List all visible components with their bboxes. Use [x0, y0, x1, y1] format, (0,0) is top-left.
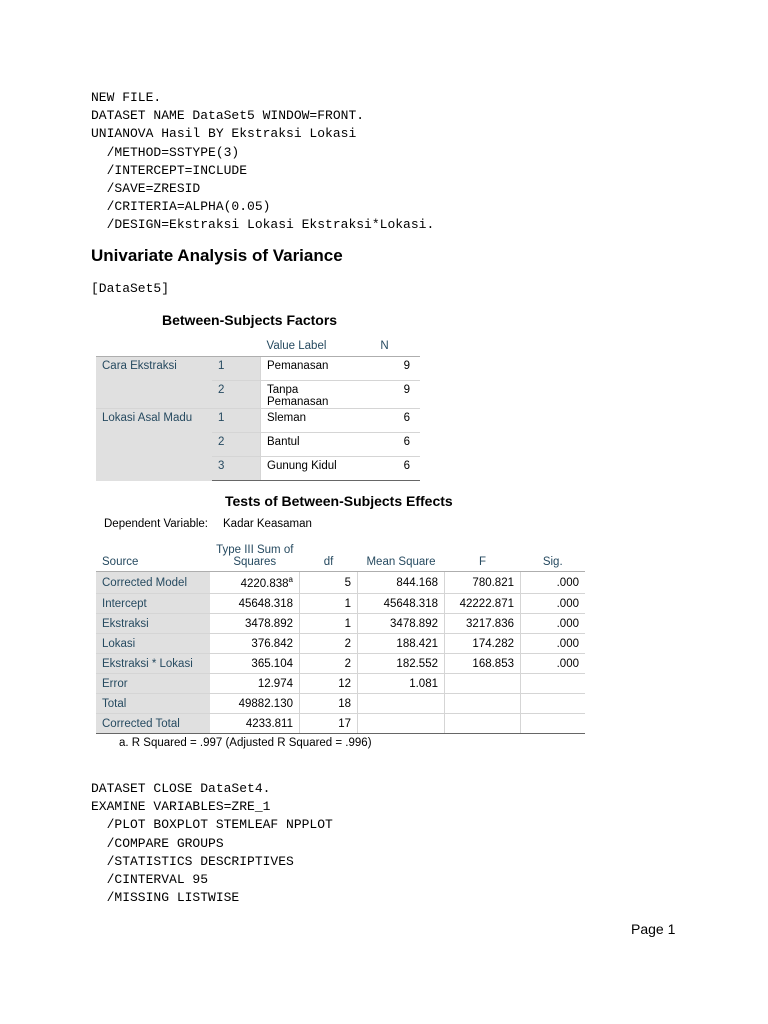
footnote-marker: a: [288, 575, 293, 584]
f-cell: [445, 714, 521, 734]
sum-of-squares-cell: [210, 594, 300, 614]
sig-cell: .000: [521, 572, 586, 594]
syntax-line: /MISSING LISTWISE: [91, 890, 240, 906]
sum-of-squares-value: 49882.130: [238, 697, 293, 710]
sum-of-squares-value: 3478.892: [245, 617, 293, 630]
level-n: 9: [403, 360, 410, 372]
table-row: [96, 634, 585, 654]
between-subjects-factors-table: [96, 336, 420, 481]
between-subjects-factors-title: Between-Subjects Factors: [162, 312, 338, 328]
sig-cell: [521, 674, 586, 694]
f-cell: 42222.871: [445, 594, 521, 614]
tests-between-subjects-table: [96, 536, 585, 734]
level-value-label: Sleman: [261, 409, 354, 433]
syntax-line: /CINTERVAL 95: [91, 871, 209, 887]
level-value-label: Tanpa Pemanasan: [261, 381, 354, 409]
mean-square-cell: 844.168: [358, 572, 445, 594]
level-n: 6: [353, 457, 420, 481]
syntax-line: /CRITERIA=ALPHA(0.05): [91, 199, 271, 215]
sig-cell: [521, 694, 586, 714]
df-cell: 1: [300, 614, 358, 634]
level-code: 2: [212, 433, 261, 457]
table-row: [96, 694, 585, 714]
level-code: 1: [212, 357, 261, 381]
syntax-line: /SAVE=ZRESID: [91, 180, 201, 196]
level-n: 9: [353, 381, 420, 409]
source-cell: Lokasi: [96, 634, 210, 654]
sum-of-squares-value: 45648.318: [238, 597, 293, 610]
tests-title: Tests of Between-Subjects Effects: [225, 493, 453, 509]
sum-of-squares-value: 4220.838: [240, 578, 289, 590]
f-cell: 3217.836: [445, 614, 521, 634]
df-cell: 17: [300, 714, 358, 734]
syntax-line: /STATISTICS DESCRIPTIVES: [91, 853, 294, 869]
table-row: [96, 409, 420, 433]
level-code: 3: [212, 457, 261, 481]
level-n: 6: [353, 409, 420, 433]
syntax-block-unianova: [91, 89, 434, 235]
page-number: Page 1: [631, 921, 676, 937]
source-cell: Corrected Model: [96, 572, 210, 594]
table-row: [96, 572, 585, 594]
header-sum-of-squares: Type III Sum of Squares: [210, 536, 300, 572]
header-mean-square: Mean Square: [358, 536, 445, 572]
syntax-line: /INTERCEPT=INCLUDE: [91, 162, 248, 178]
sig-cell: .000: [521, 654, 586, 674]
header-f: F: [445, 536, 521, 572]
level-code: 2: [212, 381, 261, 409]
mean-square-cell: 1.081: [358, 674, 445, 694]
sum-of-squares-value: 12.974: [257, 677, 293, 690]
f-cell: 168.853: [445, 654, 521, 674]
header-spacer: [212, 336, 261, 357]
header-sig: Sig.: [521, 536, 586, 572]
mean-square-cell: 188.421: [358, 634, 445, 654]
sig-cell: [521, 714, 586, 734]
f-cell: 174.282: [445, 634, 521, 654]
factor-name: Lokasi Asal Madu: [96, 409, 212, 481]
dependent-variable-value: Kadar Keasaman: [223, 518, 312, 530]
source-cell: Intercept: [96, 594, 210, 614]
table-footnote: a. R Squared = .997 (Adjusted R Squared = .996): [119, 737, 372, 749]
source-cell: Total: [96, 694, 210, 714]
syntax-line: /DESIGN=Ekstraksi Lokasi Ekstraksi*Lokasi.: [91, 217, 435, 233]
sum-of-squares-cell: [210, 614, 300, 634]
level-value-label: Pemanasan: [261, 357, 354, 381]
syntax-line: DATASET NAME DataSet5 WINDOW=FRONT.: [91, 108, 365, 124]
mean-square-cell: [358, 714, 445, 734]
df-cell: 1: [300, 594, 358, 614]
level-value-label: Gunung Kidul: [261, 457, 354, 481]
df-cell: 2: [300, 634, 358, 654]
table-row: [96, 594, 585, 614]
df-cell: 12: [300, 674, 358, 694]
sum-of-squares-cell: [210, 694, 300, 714]
dependent-variable-label: Dependent Variable:: [104, 518, 208, 530]
mean-square-cell: 182.552: [358, 654, 445, 674]
syntax-line: /PLOT BOXPLOT STEMLEAF NPPLOT: [91, 817, 333, 833]
mean-square-cell: 3478.892: [358, 614, 445, 634]
factor-name: Cara Ekstraksi: [96, 357, 212, 409]
df-cell: 5: [300, 572, 358, 594]
source-cell: Error: [96, 674, 210, 694]
level-code: 1: [212, 409, 261, 433]
f-cell: [445, 674, 521, 694]
level-n: 6: [353, 433, 420, 457]
sig-cell: .000: [521, 594, 586, 614]
header-df: df: [300, 536, 358, 572]
sum-of-squares-value: 376.842: [251, 637, 293, 650]
syntax-block-examine: [91, 780, 333, 907]
df-cell: 2: [300, 654, 358, 674]
f-cell: 780.821: [445, 572, 521, 594]
header-source: Source: [96, 536, 210, 572]
mean-square-cell: 45648.318: [358, 594, 445, 614]
source-cell: Corrected Total: [96, 714, 210, 734]
syntax-line: NEW FILE.: [91, 90, 162, 105]
sum-of-squares-value: 365.104: [251, 657, 293, 670]
sum-of-squares-cell: [210, 654, 300, 674]
output-heading: Univariate Analysis of Variance: [91, 246, 343, 265]
syntax-line: DATASET CLOSE DataSet4.: [91, 781, 271, 796]
header-value-label: Value Label: [261, 336, 354, 357]
table-row: [96, 714, 585, 734]
dependent-variable-line: [104, 518, 312, 530]
table-row: [96, 357, 420, 381]
df-cell: 18: [300, 694, 358, 714]
mean-square-cell: [358, 694, 445, 714]
sum-of-squares-cell: [210, 634, 300, 654]
f-cell: [445, 694, 521, 714]
header-n: N: [353, 336, 420, 357]
table-row: [96, 614, 585, 634]
sig-cell: .000: [521, 614, 586, 634]
header-spacer: [96, 336, 212, 357]
source-cell: Ekstraksi: [96, 614, 210, 634]
sig-cell: .000: [521, 634, 586, 654]
level-value-label: Bantul: [261, 433, 354, 457]
table-row: [96, 654, 585, 674]
sum-of-squares-value: 4233.811: [245, 717, 293, 730]
sum-of-squares-cell: [210, 674, 300, 694]
syntax-line: EXAMINE VARIABLES=ZRE_1: [91, 799, 271, 815]
syntax-line: UNIANOVA Hasil BY Ekstraksi Lokasi: [91, 126, 357, 142]
syntax-line: /METHOD=SSTYPE(3): [91, 144, 240, 160]
syntax-line: /COMPARE GROUPS: [91, 835, 224, 851]
source-cell: Ekstraksi * Lokasi: [96, 654, 210, 674]
sum-of-squares-cell: [210, 572, 300, 594]
table-row: [96, 674, 585, 694]
sum-of-squares-cell: [210, 714, 300, 734]
dataset-reference: [DataSet5]: [91, 281, 170, 296]
